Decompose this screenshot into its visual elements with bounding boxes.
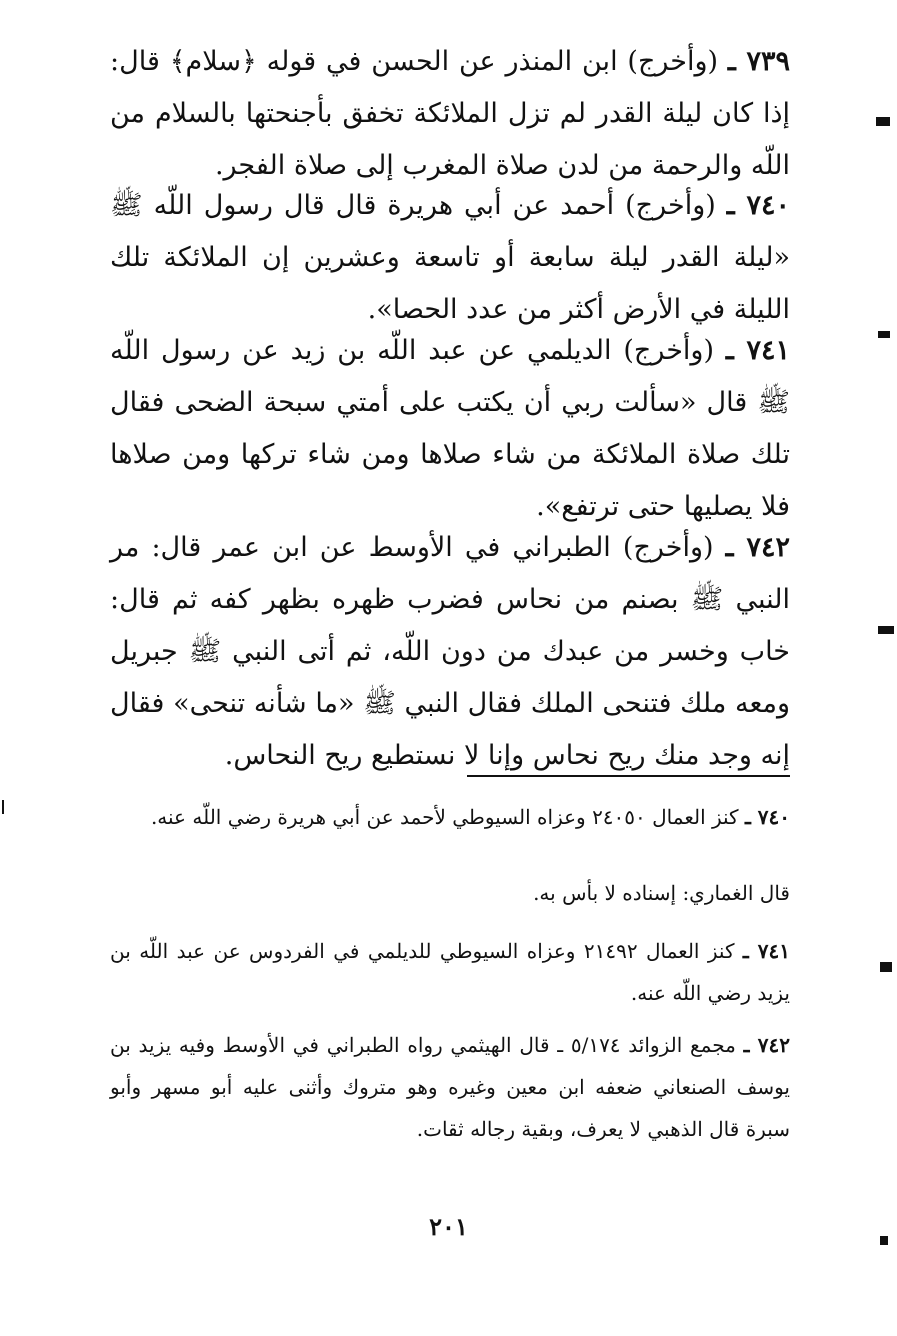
- scan-mark: [878, 626, 894, 634]
- footnote-741: [110, 930, 790, 1014]
- footnote-grading: [110, 872, 790, 914]
- footnote-divider: [467, 775, 790, 777]
- footnote-number: ٧٤١ ـ: [742, 939, 791, 963]
- footnote-text: كنز العمال ٢٤٠٥٠ وعزاه السيوطي لأحمد عن أبي هريرة رضي اللّه عنه.: [150, 805, 739, 829]
- paragraph-number: ٧٤٢ ـ: [725, 532, 791, 563]
- scan-mark: [2, 800, 4, 814]
- scan-mark: [880, 962, 892, 972]
- paragraph-number: ٧٤٠ ـ: [726, 190, 790, 221]
- paragraph-text: (وأخرج) أحمد عن أبي هريرة قال قال رسول اللّه ﷺ «ليلة القدر ليلة سابعة أو تاسعة وعشرين إن الملائكة تلك الليلة في الأرض أكثر من عدد الحصا».: [110, 190, 790, 325]
- paragraph-741: [110, 325, 790, 533]
- page-number: ٢٠١: [429, 1212, 468, 1241]
- footnote-text: قال الغماري: إسناده لا بأس به.: [533, 881, 790, 905]
- scan-mark: [880, 1236, 888, 1245]
- paragraph-number: ٧٣٩ ـ: [727, 46, 790, 77]
- scan-mark: [876, 117, 890, 126]
- scan-mark: [878, 331, 890, 338]
- footnote-number: ٧٤٢ ـ: [743, 1033, 790, 1057]
- paragraph-text: (وأخرج) الديلمي عن عبد اللّه بن زيد عن رسول اللّه ﷺ قال «سألت ربي أن يكتب على أمتي سبحة الضحى فقال تلك صلاة الملائكة من شاء صلاها ومن شاء تركها ومن صلاها فلا يصليها حتى ترتفع».: [110, 335, 790, 522]
- footnote-text: كنز العمال ٢١٤٩٢ وعزاه السيوطي للديلمي في الفردوس عن عبد اللّه بن يزيد رضي اللّه عنه.: [110, 939, 790, 1005]
- paragraph-text: (وأخرج) ابن المنذر عن الحسن في قوله ﴿سلام﴾ قال: إذا كان ليلة القدر لم تزل الملائكة تخفق بأجنحتها بالسلام من اللّه والرحمة من لدن صلاة المغرب إلى صلاة الفجر.: [110, 46, 790, 181]
- footnote-number: ٧٤٠ ـ: [744, 805, 790, 829]
- paragraph-text: (وأخرج) الطبراني في الأوسط عن ابن عمر قال: مر النبي ﷺ بصنم من نحاس فضرب ظهره بظهر كفه ثم قال: خاب وخسر من عبدك من دون اللّه، ثم أتى النبي ﷺ جبريل ومعه ملك فتنحى الملك فقال النبي ﷺ «ما شأنه تنحى» فقال إنه وجد منك ريح نحاس وإنا لا نستطيع ريح النحاس.: [110, 532, 790, 771]
- footnote-740: [110, 796, 790, 838]
- paragraph-740: [110, 180, 790, 336]
- paragraph-742: [110, 522, 790, 782]
- footnote-text: مجمع الزوائد ٥/١٧٤ ـ قال الهيثمي رواه الطبراني في الأوسط وفيه يزيد بن يوسف الصنعاني ضعفه ابن معين وغيره وهو متروك وأثنى عليه أبو مسهر وأبو سبرة قال الذهبي لا يعرف، وبقية رجاله ثقات.: [110, 1033, 790, 1141]
- paragraph-739: [110, 36, 790, 192]
- paragraph-number: ٧٤١ ـ: [725, 335, 790, 366]
- footnote-742: [110, 1024, 790, 1150]
